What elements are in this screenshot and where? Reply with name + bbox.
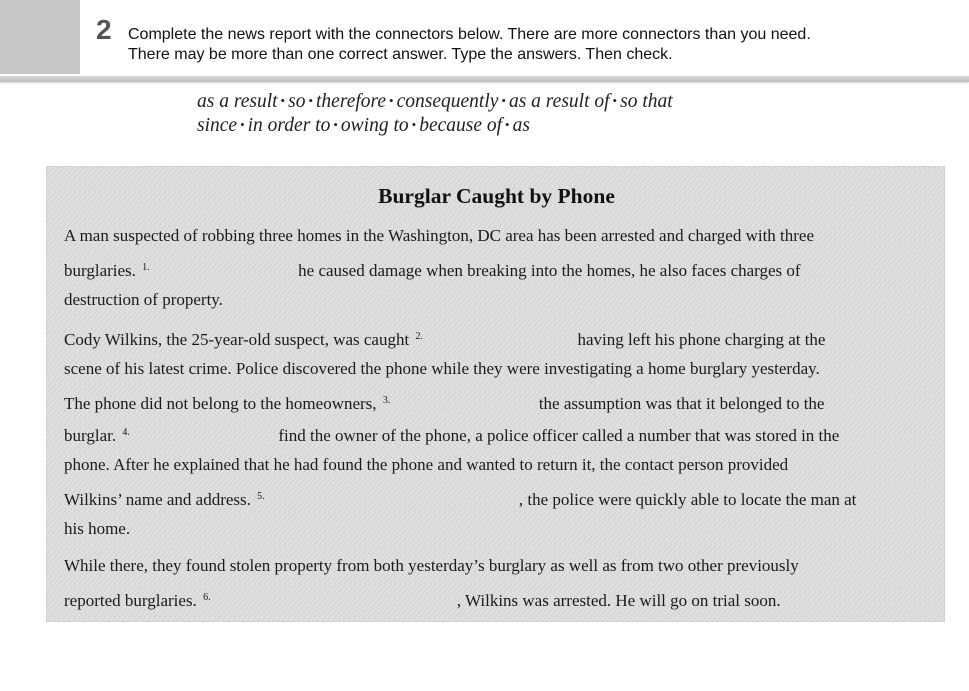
connectors-row-1 [197,89,673,113]
line-text: Wilkins’ name and address. [64,490,251,509]
article-line [64,385,934,417]
gap-number-4: 4. [122,427,130,438]
gap-5-blank [269,488,519,508]
bullet-separator: • [280,93,286,108]
instructions-line-2: There may be more than one correct answer. Type the answers. Then check. [128,46,673,63]
article-paragraph-1 [64,220,934,316]
gap-4-blank [134,424,274,444]
bullet-separator: • [411,117,417,132]
gap-number-1: 1. [142,262,150,273]
gap-number-5: 5. [257,491,265,502]
gap-1-input[interactable] [154,266,294,286]
article-line [64,417,934,449]
bullet-separator: • [308,93,314,108]
news-article [46,166,945,622]
exercise-number: 2 [96,14,112,45]
connectors-row-2 [197,113,673,137]
article-title: Burglar Caught by Phone [378,184,615,208]
gap-5-input[interactable] [269,495,519,515]
bullet-separator: • [505,117,510,132]
connector: since [197,115,238,136]
article-line: phone. After he explained that he had found the phone and wanted to return it, the contact person provided [64,455,789,474]
bullet-separator: • [612,93,618,108]
gap-4-input[interactable] [134,431,274,451]
header-divider [0,76,969,82]
connector: because of [419,115,503,136]
article-paragraph-3 [64,550,934,614]
connector: so that [620,91,673,112]
connector: as [512,115,530,136]
gap-6-blank [215,589,457,609]
article-line: While there, they found stolen property from both yesterday’s burglary as well as from two other previously [64,556,799,575]
connector: owing to [340,115,409,136]
connector: in order to [247,115,331,136]
line-text: The phone did not belong to the homeowners, [64,394,377,413]
instructions-line-1: Complete the news report with the connectors below. There are more connectors than you need. [128,26,811,43]
connector: therefore [316,91,387,112]
gap-3-input[interactable] [395,399,535,419]
bullet-separator: • [240,117,245,132]
article-line: scene of his latest crime. Police discovered the phone while they were investigating a home burglary yesterday. [64,359,820,378]
gap-number-6: 6. [203,592,211,603]
gap-2-input[interactable] [427,335,573,355]
exercise-instructions [128,25,958,65]
connectors-list [197,89,673,137]
article-line [64,582,934,614]
gap-3-blank [395,392,535,412]
article-paragraph-2 [64,321,934,545]
header-tab [0,0,80,74]
connector: so [288,91,306,112]
connector: consequently [396,91,499,112]
exercise-header [0,0,969,82]
connector: as a result of [508,91,610,112]
gap-number-2: 2. [415,331,423,342]
article-line [64,321,934,353]
article-line [64,252,934,284]
connector: as a result [197,91,278,112]
line-text: Cody Wilkins, the 25-year-old suspect, was caught [64,330,410,349]
bullet-separator: • [389,93,394,108]
article-line [64,481,934,513]
gap-number-3: 3. [382,395,391,406]
line-text: the assumption was that it belonged to the [538,394,825,413]
line-text: burglaries. [64,261,136,280]
gap-2-blank [427,328,573,348]
gap-6-input[interactable] [215,596,457,616]
bullet-separator: • [333,117,338,132]
line-text: , the police were quickly able to locate the man at [518,490,857,509]
article-line: destruction of property. [64,290,223,309]
line-text: find the owner of the phone, a police officer called a number that was stored in the [278,426,840,445]
article-line: A man suspected of robbing three homes in the Washington, DC area has been arrested and charged with three [64,226,815,245]
line-text: burglar. [64,426,117,445]
article-line: his home. [64,519,131,538]
line-text: reported burglaries. [64,591,197,610]
bullet-separator: • [501,93,506,108]
gap-1-blank [154,259,294,279]
line-text: he caused damage when breaking into the homes, he also faces charges of [298,261,801,280]
line-text: having left his phone charging at the [577,330,826,349]
line-text: , Wilkins was arrested. He will go on trial soon. [456,591,781,610]
